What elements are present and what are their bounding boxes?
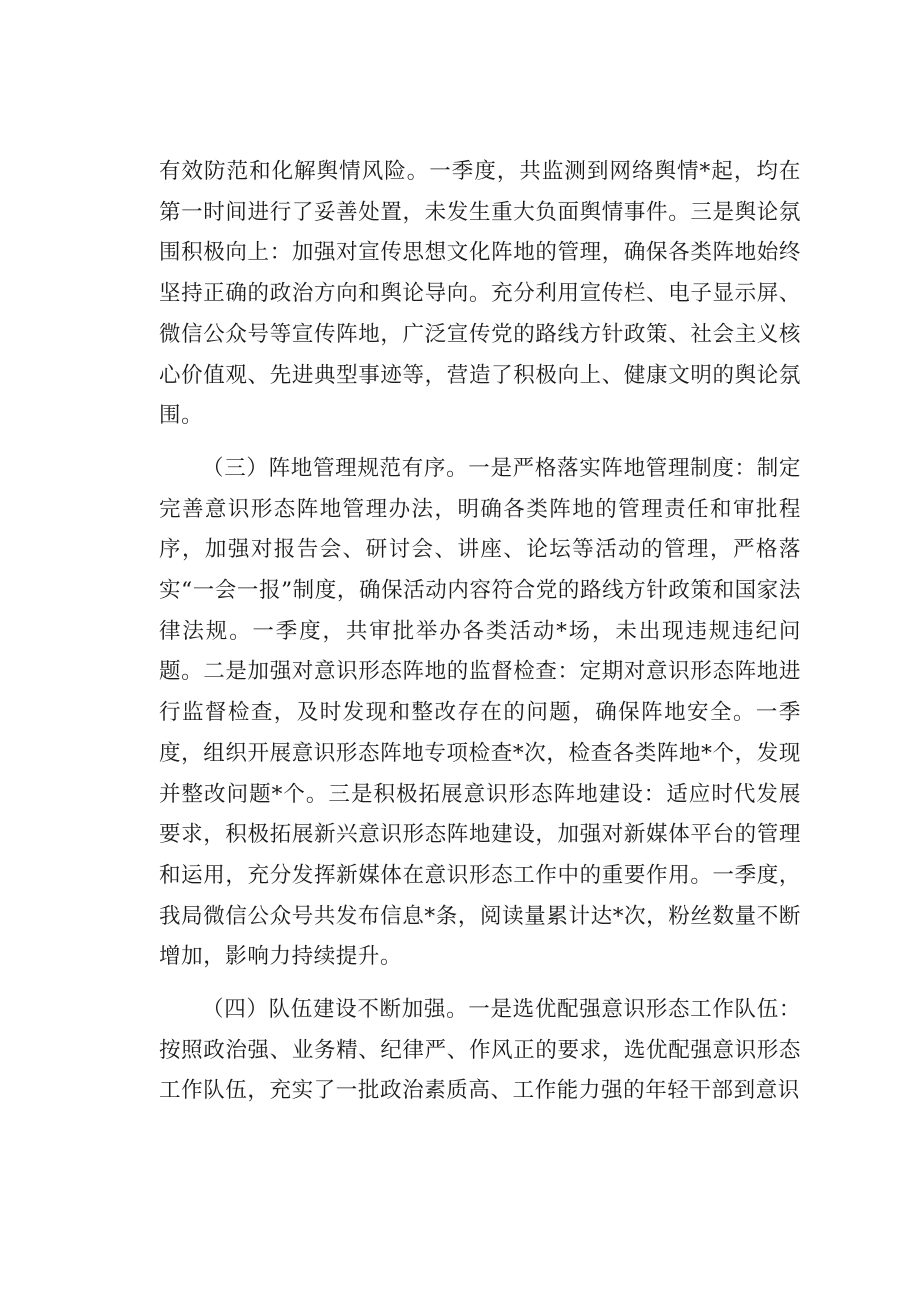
document-body	[159, 152, 801, 1112]
paragraph-team-building: （四）队伍建设不断加强。一是选优配强意识形态工作队伍：按照政治强、业务精、纪律严、作风正的要求，选优配强意识形态工作队伍，充实了一批政治素质高、工作能力强的年轻干部到意识	[159, 997, 801, 1104]
paragraph-position-management: （三）阵地管理规范有序。一是严格落实阵地管理制度：制定完善意识形态阵地管理办法，明确各类阵地的管理责任和审批程序，加强对报告会、研讨会、讲座、论坛等活动的管理，严格落实“一会一报”制度，确保活动内容符合党的路线方针政策和国家法律法规。一季度，共审批举办各类活动*场，未出现违规违纪问题。二是加强对意识形态阵地的监督检查：定期对意识形态阵地进行监督检查，及时发现和整改存在的问题，确保阵地安全。一季度，组织开展意识形态阵地专项检查*次，检查各类阵地*个，发现并整改问题*个。三是积极拓展意识形态阵地建设：适应时代发展要求，积极拓展新兴意识形态阵地建设，加强对新媒体平台的管理和运用，充分发挥新媒体在意识形态工作中的重要作用。一季度，我局微信公众号共发布信息*条，阅读量累计达*次，粉丝数量不断增加，影响力持续提升。	[159, 455, 801, 970]
paragraph-public-opinion: 有效防范和化解舆情风险。一季度，共监测到网络舆情*起，均在第一时间进行了妥善处置，未发生重大负面舆情事件。三是舆论氛围积极向上：加强对宣传思想文化阵地的管理，确保各类阵地始终坚持正确的政治方向和舆论导向。充分利用宣传栏、电子显示屏、微信公众号等宣传阵地，广泛宣传党的路线方针政策、社会主义核心价值观、先进典型事迹等，营造了积极向上、健康文明的舆论氛围。	[159, 159, 801, 429]
